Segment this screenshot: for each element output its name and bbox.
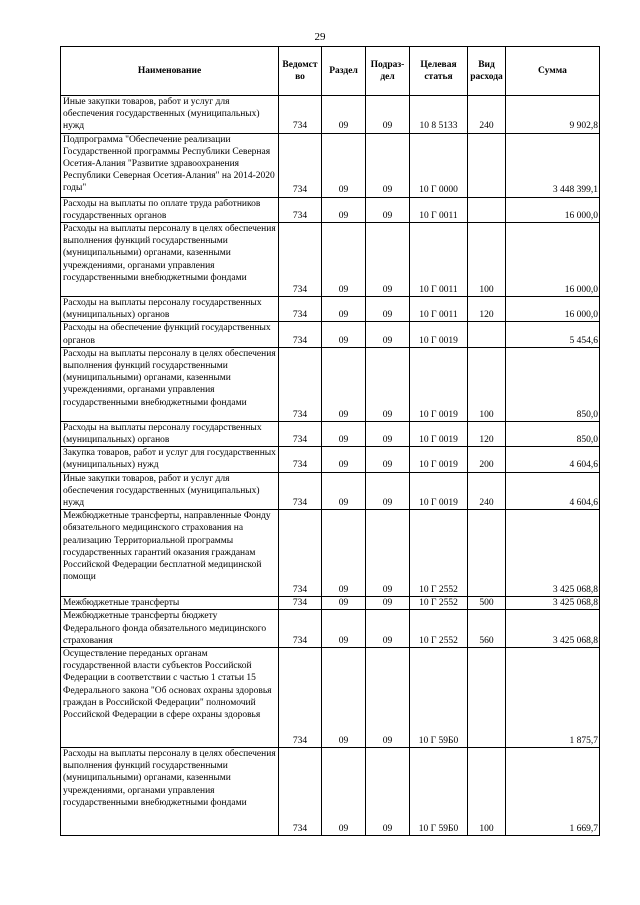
row-sum: 1 875,7 <box>506 648 600 748</box>
row-dept: 734 <box>279 133 322 197</box>
row-sum: 4 604,6 <box>506 447 600 472</box>
row-exp-type <box>468 510 506 597</box>
row-name: Расходы на выплаты персоналу в целях обеспечения выполнения функций государственными (муниципальными) органами, казенными учреждениями, органами управления государственными внебюджетными фондами <box>61 223 279 297</box>
row-exp-type: 240 <box>468 96 506 134</box>
table-body <box>61 96 600 836</box>
row-name: Иные закупки товаров, работ и услуг для обеспечения государственных (муниципальных) нужд <box>61 96 279 134</box>
row-dept: 734 <box>279 610 322 648</box>
row-subsection: 09 <box>366 223 410 297</box>
row-target: 10 Г 0019 <box>410 421 468 446</box>
row-section: 09 <box>322 347 366 421</box>
row-sum: 5 454,6 <box>506 322 600 347</box>
row-dept: 734 <box>279 597 322 610</box>
row-section: 09 <box>322 510 366 597</box>
row-target: 10 Г 0011 <box>410 223 468 297</box>
row-dept: 734 <box>279 472 322 510</box>
row-target: 10 Г 2552 <box>410 610 468 648</box>
header-exp-type: Вид расхода <box>468 47 506 96</box>
header-section: Раздел <box>322 47 366 96</box>
row-exp-type <box>468 648 506 748</box>
table-row <box>61 748 600 836</box>
table-row <box>61 472 600 510</box>
row-name: Расходы на обеспечение функций государственных органов <box>61 322 279 347</box>
row-name: Межбюджетные трансферты <box>61 597 279 610</box>
row-sum: 3 425 068,8 <box>506 597 600 610</box>
table-row <box>61 322 600 347</box>
row-section: 09 <box>322 223 366 297</box>
row-dept: 734 <box>279 322 322 347</box>
table-row <box>61 197 600 222</box>
row-name: Расходы на выплаты персоналу в целях обеспечения выполнения функций государственными (муниципальными) органами, казенными учреждениями, органами управления государственными внебюджетными фондами <box>61 347 279 421</box>
row-exp-type: 200 <box>468 447 506 472</box>
row-sum: 850,0 <box>506 421 600 446</box>
row-sum: 4 604,6 <box>506 472 600 510</box>
row-subsection: 09 <box>366 421 410 446</box>
row-exp-type <box>468 197 506 222</box>
row-exp-type: 100 <box>468 223 506 297</box>
budget-table <box>60 46 600 836</box>
row-exp-type: 100 <box>468 347 506 421</box>
table-row <box>61 347 600 421</box>
row-target: 10 Г 0011 <box>410 197 468 222</box>
row-exp-type: 100 <box>468 748 506 836</box>
row-target: 10 Г 2552 <box>410 597 468 610</box>
row-exp-type <box>468 322 506 347</box>
row-subsection: 09 <box>366 648 410 748</box>
row-section: 09 <box>322 322 366 347</box>
row-section: 09 <box>322 96 366 134</box>
row-section: 09 <box>322 133 366 197</box>
row-subsection: 09 <box>366 96 410 134</box>
row-target: 10 Г 0011 <box>410 297 468 322</box>
table-row <box>61 133 600 197</box>
table-row <box>61 648 600 748</box>
row-exp-type: 240 <box>468 472 506 510</box>
row-subsection: 09 <box>366 133 410 197</box>
row-section: 09 <box>322 610 366 648</box>
row-exp-type: 120 <box>468 297 506 322</box>
row-name: Расходы на выплаты персоналу в целях обеспечения выполнения функций государственными (муниципальными) органами, казенными учреждениями, органами управления государственными внебюджетными фондами <box>61 748 279 836</box>
table-row <box>61 223 600 297</box>
row-sum: 3 448 399,1 <box>506 133 600 197</box>
row-subsection: 09 <box>366 510 410 597</box>
row-dept: 734 <box>279 748 322 836</box>
row-dept: 734 <box>279 510 322 597</box>
row-sum: 3 425 068,8 <box>506 610 600 648</box>
row-name: Расходы на выплаты персоналу государственных (муниципальных) органов <box>61 297 279 322</box>
row-sum: 16 000,0 <box>506 197 600 222</box>
row-dept: 734 <box>279 447 322 472</box>
row-dept: 734 <box>279 297 322 322</box>
row-target: 10 Г 59Б0 <box>410 648 468 748</box>
row-section: 09 <box>322 421 366 446</box>
row-name: Межбюджетные трансферты, направленные Фонду обязательного медицинского страхования на реализацию Территориальной программы государственных гарантий оказания гражданам Российской Федерации бесплатной медицинской помощи <box>61 510 279 597</box>
row-name: Межбюджетные трансферты бюджету Федерального фонда обязательного медицинского страхования <box>61 610 279 648</box>
row-name: Иные закупки товаров, работ и услуг для обеспечения государственных (муниципальных) нужд <box>61 472 279 510</box>
row-sum: 3 425 068,8 <box>506 510 600 597</box>
row-name: Подпрограмма "Обеспечение реализации Государственной программы Республики Северная Осетия-Алания "Развитие здравоохранения Республики Северная Осетия-Алания" на 2014-2020 годы" <box>61 133 279 197</box>
row-section: 09 <box>322 472 366 510</box>
row-subsection: 09 <box>366 197 410 222</box>
row-dept: 734 <box>279 347 322 421</box>
row-sum: 9 902,8 <box>506 96 600 134</box>
row-section: 09 <box>322 447 366 472</box>
table-row <box>61 510 600 597</box>
table-row <box>61 610 600 648</box>
table-row <box>61 447 600 472</box>
page-number: 29 <box>314 31 326 43</box>
row-exp-type: 560 <box>468 610 506 648</box>
row-target: 10 Г 0019 <box>410 472 468 510</box>
row-subsection: 09 <box>366 597 410 610</box>
row-subsection: 09 <box>366 447 410 472</box>
table-row <box>61 421 600 446</box>
row-dept: 734 <box>279 648 322 748</box>
row-dept: 734 <box>279 223 322 297</box>
row-subsection: 09 <box>366 748 410 836</box>
row-exp-type: 500 <box>468 597 506 610</box>
row-dept: 734 <box>279 96 322 134</box>
row-dept: 734 <box>279 197 322 222</box>
row-target: 10 Г 0000 <box>410 133 468 197</box>
row-sum: 1 669,7 <box>506 748 600 836</box>
row-name: Закупка товаров, работ и услуг для государственных (муниципальных) нужд <box>61 447 279 472</box>
header-name: Наименование <box>61 47 279 96</box>
table-row <box>61 597 600 610</box>
row-name: Расходы на выплаты персоналу государственных (муниципальных) органов <box>61 421 279 446</box>
row-name: Осуществление переданых органам государственной власти субъектов Российской Федерации в соответствии с частью 1 статьи 15 Федерального закона "Об основах охраны здоровья граждан в Российской Федерации" полномочий Российской Федерации в сфере охраны здоровья <box>61 648 279 748</box>
header-subsection: Подраз- дел <box>366 47 410 96</box>
header-dept: Ведомст во <box>279 47 322 96</box>
row-subsection: 09 <box>366 297 410 322</box>
row-section: 09 <box>322 297 366 322</box>
header-target: Целевая статья <box>410 47 468 96</box>
table-row <box>61 297 600 322</box>
row-section: 09 <box>322 648 366 748</box>
row-exp-type: 120 <box>468 421 506 446</box>
row-target: 10 Г 0019 <box>410 322 468 347</box>
table-row <box>61 96 600 134</box>
row-target: 10 Г 0019 <box>410 447 468 472</box>
row-dept: 734 <box>279 421 322 446</box>
row-target: 10 8 5133 <box>410 96 468 134</box>
row-target: 10 Г 0019 <box>410 347 468 421</box>
row-sum: 850,0 <box>506 347 600 421</box>
row-subsection: 09 <box>366 610 410 648</box>
row-section: 09 <box>322 748 366 836</box>
row-sum: 16 000,0 <box>506 223 600 297</box>
row-subsection: 09 <box>366 347 410 421</box>
row-target: 10 Г 59Б0 <box>410 748 468 836</box>
row-section: 09 <box>322 197 366 222</box>
row-section: 09 <box>322 597 366 610</box>
row-sum: 16 000,0 <box>506 297 600 322</box>
table-header-row <box>61 47 600 96</box>
row-target: 10 Г 2552 <box>410 510 468 597</box>
row-subsection: 09 <box>366 322 410 347</box>
row-subsection: 09 <box>366 472 410 510</box>
header-sum: Сумма <box>506 47 600 96</box>
row-name: Расходы на выплаты по оплате труда работников государственных органов <box>61 197 279 222</box>
row-exp-type <box>468 133 506 197</box>
